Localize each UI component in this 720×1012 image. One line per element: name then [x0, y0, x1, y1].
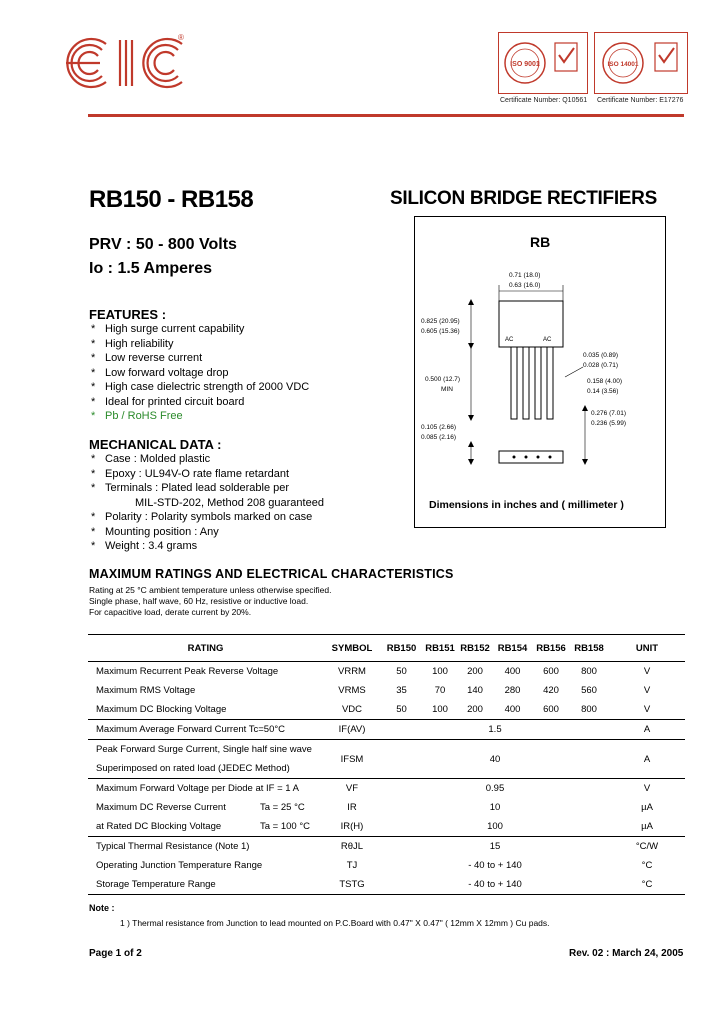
symbol-cell: IF(AV): [338, 724, 366, 735]
rating-cell: Storage Temperature Range: [96, 879, 216, 890]
page-number: Page 1 of 2: [89, 948, 142, 959]
dim-right-5: 0.276 (7.01): [591, 410, 627, 417]
value-cell: 800: [581, 704, 597, 715]
rating-cell: Maximum DC Blocking Voltage: [96, 704, 227, 715]
dim-bottom-2: 0.085 (2.16): [421, 434, 457, 441]
rating-note: Rating at 25 °C ambient temperature unless otherwise specified.: [89, 585, 332, 595]
value-cell: 600: [543, 666, 559, 677]
table-row: [88, 817, 685, 837]
header-rb152: RB152: [460, 642, 490, 654]
list-item: * High surge current capability: [91, 323, 245, 335]
dim-top-2: 0.63 (16.0): [509, 282, 541, 289]
iso14001-certificate-badge: [594, 32, 688, 94]
value-cell: 400: [504, 704, 521, 715]
prv-spec: PRV : 50 - 800 Volts: [89, 236, 237, 253]
header-rating: RATING: [187, 642, 224, 654]
header-rb151: RB151: [425, 642, 455, 654]
symbol-cell: TJ: [346, 860, 358, 871]
value-cell: 400: [504, 666, 521, 677]
rating-cell: Maximum Recurrent Peak Reverse Voltage: [96, 666, 279, 677]
rating-cell: Maximum RMS Voltage: [96, 685, 196, 696]
header-rb156: RB156: [536, 642, 566, 654]
list-item: * Low reverse current: [91, 352, 203, 364]
list-item: * Pb / RoHS Free: [91, 410, 183, 422]
dim-right-1: 0.035 (0.89): [583, 352, 619, 359]
symbol-cell: TSTG: [339, 879, 365, 890]
list-item: * Epoxy : UL94V-O rate flame retardant: [91, 467, 290, 480]
table-row: [88, 779, 685, 799]
value-cell: 100: [432, 666, 448, 677]
value-cell: 800: [581, 666, 597, 677]
iso9001-seal-text: ISO 9001: [510, 61, 540, 68]
unit-cell: °C: [641, 860, 653, 871]
list-item: MIL-STD-202, Method 208 guaranteed: [135, 496, 324, 509]
rating-note: Single phase, half wave, 60 Hz, resistive or inductive load.: [89, 596, 309, 606]
unit-cell: A: [643, 753, 651, 765]
table-row: [88, 662, 685, 682]
value-cell: 10: [489, 802, 501, 813]
table-row: [88, 798, 685, 817]
package-caption: Dimensions in inches and ( millimeter ): [429, 499, 624, 511]
page-title: RB150 - RB158: [89, 186, 254, 213]
ratings-table: [88, 634, 685, 895]
symbol-cell: IR(H): [340, 821, 364, 832]
value-cell: 15: [489, 841, 501, 852]
value-cell: 50: [396, 666, 407, 677]
symbol-cell: VRMS: [338, 685, 366, 696]
list-item: * High case dielectric strength of 2000 VDC: [91, 381, 310, 393]
value-cell: 280: [504, 685, 521, 696]
header-divider: [88, 114, 684, 117]
page-subtitle: SILICON BRIDGE RECTIFIERS: [390, 188, 657, 209]
list-item: * High reliability: [91, 337, 174, 350]
table-row: [88, 837, 685, 857]
rating-cell: Maximum Average Forward Current Tc=50°C: [96, 724, 286, 735]
note-text: 1 ) Thermal resistance from Junction to lead mounted on P.C.Board with 0.47" X 0.47" ( 12mm X 12mm ) Cu pads.: [120, 918, 550, 928]
rating-cell: Peak Forward Surge Current, Single half sine wave Superimposed on rated load (JEDEC Method): [96, 744, 312, 774]
value-cell: 0.95: [485, 783, 505, 794]
value-cell: 1.5: [488, 724, 502, 735]
header-symbol: SYMBOL: [331, 642, 373, 654]
value-cell: 560: [581, 685, 597, 696]
symbol-cell: VDC: [341, 704, 363, 715]
ratings-notes: [89, 585, 331, 618]
unit-cell: A: [643, 724, 651, 735]
list-item: * Case : Molded plastic: [91, 453, 211, 465]
value-cell: 100: [487, 821, 503, 832]
ac-label-right: AC: [543, 337, 552, 343]
header-unit: UNIT: [635, 642, 659, 654]
table-row: [88, 681, 685, 700]
eic-logo: [60, 28, 190, 96]
list-item: * Polarity : Polarity symbols marked on case: [91, 511, 313, 523]
value-cell: 420: [543, 685, 559, 696]
dim-bottom-1: 0.105 (2.66): [421, 424, 457, 431]
iso9001-certificate-badge: [498, 32, 588, 94]
list-item: * Weight : 3.4 grams: [91, 540, 198, 552]
value-cell: - 40 to + 140: [468, 879, 522, 890]
rating-cell: Maximum Forward Voltage per Diode at IF = 1 A: [96, 783, 300, 794]
symbol-cell: RθJL: [340, 841, 364, 852]
dim-left-2: 0.605 (15.36): [421, 328, 460, 335]
package-drawing: [414, 216, 666, 528]
symbol-cell: IR: [347, 802, 357, 813]
list-item: * Terminals : Plated lead solderable per: [91, 482, 290, 494]
table-row: [88, 740, 685, 779]
header-rb158: RB158: [574, 642, 604, 654]
unit-cell: V: [643, 666, 651, 677]
note-label: Note :: [89, 903, 115, 913]
header-rb150: RB150: [386, 642, 417, 654]
rating-note: For capacitive load, derate current by 20%.: [89, 607, 252, 617]
table-row: [88, 700, 685, 720]
dim-right-2: 0.028 (0.71): [583, 362, 619, 369]
rating-cell: Typical Thermal Resistance (Note 1): [96, 841, 250, 852]
revision: Rev. 02 : March 24, 2005: [569, 948, 684, 959]
iso14001-seal-text: ISO 14001: [607, 61, 639, 68]
value-cell: 70: [434, 685, 446, 696]
package-name: RB: [530, 234, 551, 250]
ratings-heading: MAXIMUM RATINGS AND ELECTRICAL CHARACTERISTICS: [89, 567, 454, 581]
symbol-cell: VRRM: [338, 666, 366, 677]
list-item: * Ideal for printed circuit board: [91, 395, 245, 408]
dim-right-3: 0.158 (4.00): [587, 378, 623, 385]
rating-cell: at Rated DC Blocking Voltage Ta = 100 °C: [96, 821, 311, 832]
dim-top-1: 0.71 (18.0): [509, 272, 541, 279]
list-item: * Mounting position : Any: [91, 525, 219, 538]
table-row: [88, 856, 685, 875]
mechanical-list: [89, 452, 324, 554]
value-cell: 50: [396, 704, 407, 715]
value-cell: - 40 to + 140: [468, 860, 522, 871]
unit-cell: V: [643, 783, 651, 794]
mechanical-heading: MECHANICAL DATA :: [89, 437, 222, 452]
symbol-cell: VF: [345, 783, 359, 794]
ac-label-left: AC: [505, 337, 514, 343]
value-cell: 200: [467, 704, 483, 715]
table-row: [88, 875, 685, 895]
unit-cell: °C: [641, 879, 653, 890]
unit-cell: µA: [641, 802, 653, 813]
dim-left-1: 0.825 (20.95): [421, 318, 460, 325]
dim-lead-1: 0.500 (12.7): [425, 376, 461, 383]
value-cell: 140: [467, 685, 483, 696]
dim-right-6: 0.236 (5.99): [591, 420, 627, 427]
dim-right-4: 0.14 (3.56): [587, 388, 619, 395]
rating-cell: Maximum DC Reverse Current Ta = 25 °C: [96, 802, 305, 813]
value-cell: 200: [467, 666, 483, 677]
features-heading: FEATURES :: [89, 307, 167, 322]
dim-lead-2: MIN: [441, 386, 453, 393]
value-cell: 35: [396, 685, 407, 696]
registered-mark: ®: [178, 33, 184, 42]
table-row: [88, 720, 685, 740]
header-rb154: RB154: [497, 642, 528, 654]
value-cell: 600: [543, 704, 559, 715]
value-cell: 40: [489, 753, 501, 765]
list-item: * Low forward voltage drop: [91, 366, 229, 379]
value-cell: 100: [432, 704, 448, 715]
features-list: [89, 322, 309, 424]
symbol-cell: IFSM: [340, 753, 364, 765]
unit-cell: V: [643, 685, 651, 696]
rating-cell: Operating Junction Temperature Range: [96, 860, 263, 871]
unit-cell: V: [643, 704, 651, 715]
cert2-number: Certificate Number: E17276: [597, 97, 684, 104]
unit-cell: µA: [641, 821, 653, 832]
unit-cell: °C/W: [635, 841, 659, 852]
cert1-number: Certificate Number: Q10561: [500, 97, 588, 104]
io-spec: Io : 1.5 Amperes: [89, 260, 213, 277]
